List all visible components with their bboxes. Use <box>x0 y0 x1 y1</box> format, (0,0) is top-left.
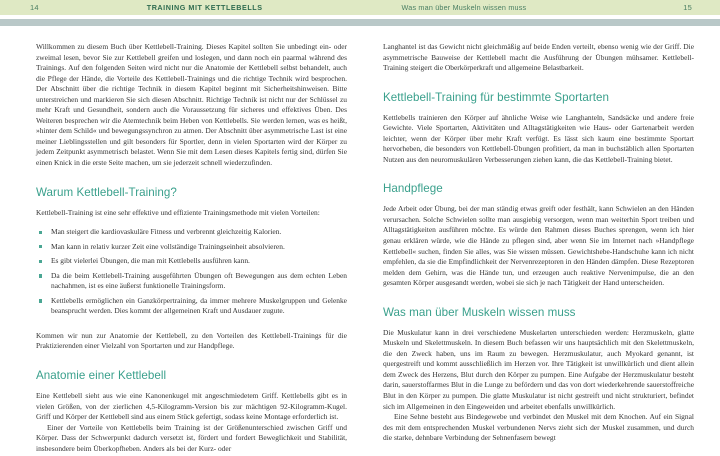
paragraph-intro: Willkommen zu diesem Buch über Kettlebell-Training. Dieses Kapitel sollten Sie unbedingt ein- oder zweimal lesen, bevor Sie zur Kettlebell greifen und loslegen, und dann noch ein paarmal während des Trainings. Auf den folgenden Seiten wird nicht nur die Anatomie der Kettlebell selbst behandelt, auch die Pflege der Hände, die Vorteile des Kettlebell-Trainings und die richtige Technik wird besprochen. Der Abschnitt über die richtige Technik in diesem Kapitel beginnt mit Sicherheitshinweisen. Bitte unterstreichen und markieren Sie sich diesen Abschnitt. Richtige Technik ist nicht nur der Schlüssel zu mehr Kraft und Gesundheit, sondern auch die Voraussetzung für sicheres und effektives Üben. Des Weiteren besprechen wir die Atemtechnik beim Heben von Kettlebells. Sie werden lernen, was es heißt, »hinter dem Schild« und bewegungssynchron zu atmen. Der Abschnitt über asymmetrische Last ist eine meiner Lieblingsstellen und gilt besonders für Sportler, denn in vielen Sportarten wird der Körper zu jedem Zeitpunkt asymmetrisch belastet. Wenn Sie mit dem Lesen dieses Kapitels fertig sind, dürfen Sie einen Knick in die erste Seite machen, um sie jederzeit schnell wiederzufinden. <box>36 42 347 168</box>
benefits-list <box>36 227 347 317</box>
heading-kettlebell-training-sportarten: Kettlebell-Training für bestimmte Sportarten <box>383 90 610 104</box>
list-item: Man kann in relativ kurzer Zeit eine vollständige Trainingseinheit absolvieren. <box>36 242 347 252</box>
heading-handpflege: Handpflege <box>383 182 443 196</box>
paragraph-sports: Kettlebells trainieren den Körper auf ähnliche Weise wie Langhanteln, Sandsäcke und andere freie Gewichte. Viele Sportarten, Aktivitäten und Alltagstätigkeiten wie Haus- oder Gartenarbeit werden leichter, wenn der Körper über mehr Kraft verfügt. Es lässt sich kaum eine bestimmte Sportart hervorheben, die besonders von Kettlebell-Übungen profitiert, da man in buchstäblich allen Sportarten Nutzen aus den neuromuskulären Verbesserungen ziehen kann, die das Kettlebell-Training bietet. <box>383 112 694 164</box>
running-head-rule <box>0 19 720 26</box>
list-spacer <box>36 321 347 331</box>
list-item: Kettlebells ermöglichen ein Ganzkörpertraining, da immer mehrere Muskelgruppen und Gelenke beansprucht werden. Dies kommt der allgemeinen Kraft und Ausdauer zugute. <box>36 296 347 317</box>
list-item: Da die beim Kettlebell-Training ausgeführten Übungen oft Bewegungen aus dem echten Leben nachahmen, ist es eine äußerst funktionelle Trainingsform. <box>36 271 347 292</box>
heading-anatomie-einer-kettlebell: Anatomie einer Kettlebell <box>36 368 167 382</box>
left-column <box>36 42 347 454</box>
page-folio-right: 15 <box>683 3 692 12</box>
list-item: Man steigert die kardiovaskuläre Fitness und verbrennt gleichzeitig Kalorien. <box>36 227 347 237</box>
running-head <box>0 0 720 15</box>
running-head-title-right: Was man über Muskeln wissen muss <box>401 3 527 12</box>
running-head-title-left: TRAINING MIT KETTLEBELLS <box>146 3 263 12</box>
heading-was-man-ueber-muskeln-wissen-muss: Was man über Muskeln wissen muss <box>383 305 576 319</box>
paragraph-hand-care: Jede Arbeit oder Übung, bei der man ständig etwas greift oder festhält, kann Schwielen an den Händen verursachen. Solche Schwielen sollte man ausgiebig versorgen, wenn man weiterhin Sport treiben und Alltagstätigkeiten ausführen möchte. Es würde den Rahmen dieses Buches sprengen, wenn ich hier genau erklären würde, wie die Hände zu pflegen sind, aber wenn Sie im Internet nach »Handpflege Kettlebell« suchen, finden Sie alles, was Sie wissen müssen. Gewichtshebe-Handschuhe kann ich nicht empfehlen, da sie die Empfindlichkeit der Nervenrezeptoren in den Händen dämpfen. Diese Rezeptoren melden dem Gehirn, was die Hände tun, und erzeugen auch reaktive Nervenimpulse, die an den gesamten Körper ausgesandt werden, wobei sie sich je nach Tätigkeit der Hand unterscheiden. <box>383 204 694 288</box>
paragraph-anatomy-1: Eine Kettlebell sieht aus wie eine Kanonenkugel mit angeschmiedetem Griff. Kettlebells gibt es in vielen Größen, von der zierlichen 4,5-Kilogramm-Version bis zur mächtigen 92-Kilogramm-Kugel. Griff und Körper der Kettlebell sind aus einem Stück gefertigt, sodass keine Montage erforderlich ist. <box>36 390 347 422</box>
right-column <box>383 42 694 454</box>
paragraph-muscles-2: Eine Sehne besteht aus Bindegewebe und verbindet den Muskel mit dem Knochen. Auf ein Signal des mit dem entsprechenden Muskel verbundenen Nervs zieht sich der Muskel zusammen, und durch die starke, dehnbare Verbindung der Sehnenfasern bewegt <box>383 412 694 443</box>
list-item: Es gibt vielerlei Übungen, die man mit Kettlebells ausführen kann. <box>36 256 347 266</box>
heading-warum-kettlebell-training: Warum Kettlebell-Training? <box>36 185 177 199</box>
paragraph-continuation: Langhantel ist das Gewicht nicht gleichmäßig auf beide Enden verteilt, ebenso wenig wie der Griff. Die asymmetrische Bauweise der Kettlebell macht die Ausführung der Übungen mühsamer. Kettlebell-Training steigert die Oberkörperkraft und allgemeine Belastbarkeit. <box>383 42 694 73</box>
paragraph-transition: Kommen wir nun zur Anatomie der Kettlebell, zu den Vorteilen des Kettlebell-Trainings für die Praktizierenden einer Vielzahl von Sportarten und zur Handpflege. <box>36 330 347 351</box>
two-column-layout <box>0 42 720 454</box>
page-body <box>0 26 720 456</box>
paragraph-benefits-lead: Kettlebell-Training ist eine sehr effektive und effiziente Trainingsmethode mit vielen Vorteilen: <box>36 207 320 217</box>
paragraph-anatomy-2: Einer der Vorteile von Kettlebells beim Training ist der Größenunterschied zwischen Griff und Körper. Dass der Schwerpunkt dadurch versetzt ist, fördert und fordert Beweglichkeit und Stabilität, insbesondere beim Überkopfheben. Anders als bei der Kurz- oder <box>36 422 347 453</box>
page-folio-left: 14 <box>30 3 39 12</box>
paragraph-muscles-1: Die Muskulatur kann in drei verschiedene Muskelarten unterschieden werden: Herzmuskeln, glatte Muskeln und Skelettmuskeln. In diesem Buch befassen wir uns hauptsächlich mit den Skelettmuskeln, die den Zweck haben, uns im Raum zu bewegen. Herzmuskulatur, auch Myokard genannt, ist quergestreift und kommt ausschließlich im Herzen vor. Ihre Tätigkeit ist unwillkürlich und dient allein dem Zweck des Herzens, Blut durch den Körper zu pumpen. Eine Aufgabe der Herzmuskulatur besteht darin, sauerstoffarmes Blut in die Lunge zu befördern und das von dort wiederkehrende sauerstoffreiche Blut in den Körper zu pumpen. Die glatte Muskulatur ist nicht gestreift und nicht strukturiert, befindet sich im Allgemeinen in den Eingeweiden und arbeitet ebenfalls unwillkürlich. <box>383 327 694 411</box>
